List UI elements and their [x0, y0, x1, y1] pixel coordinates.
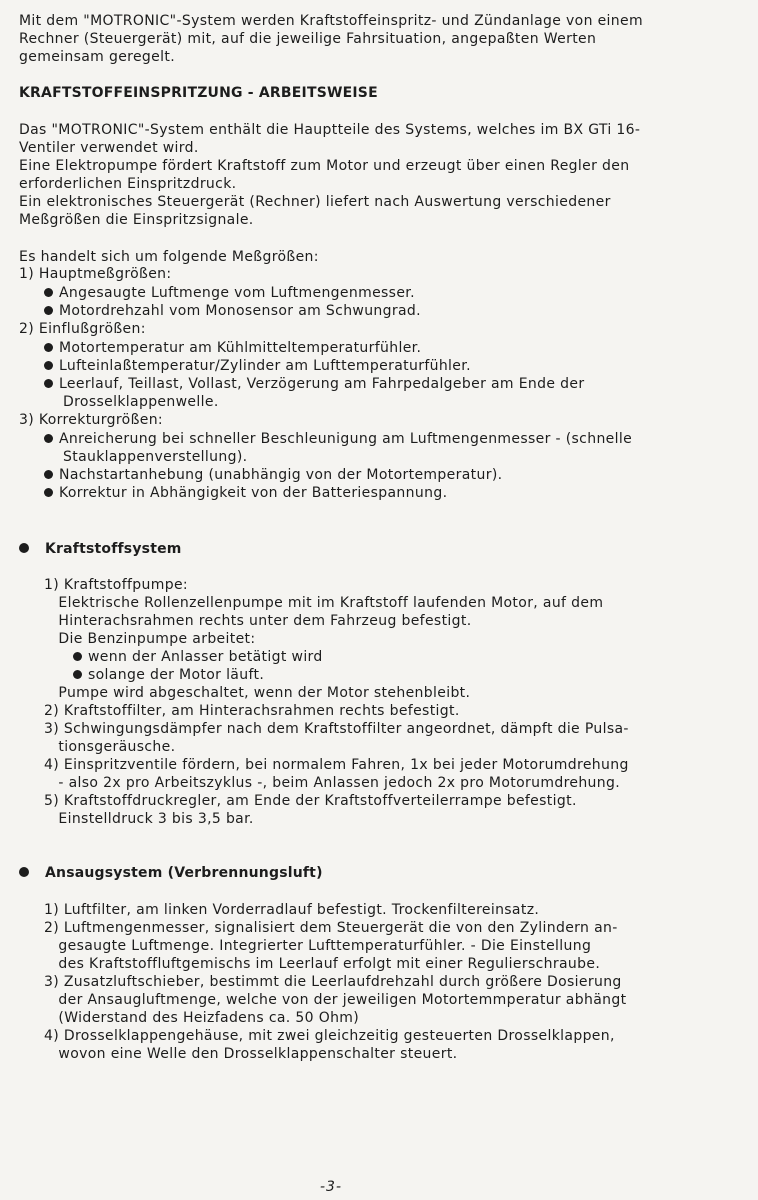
list-item-continuation: Drosselklappenwelle. [63, 394, 219, 410]
air-line: der Ansaugluftmenge, welche von der jeweiligen Motortemmperatur abhängt [44, 992, 627, 1008]
list-item: Lufteinlaßtemperatur/Zylinder am Lufttemperaturfühler. [44, 357, 471, 375]
fuel-line: 5) Kraftstoffdruckregler, am Ende der Kraftstoffverteilerrampe befestigt. [44, 793, 577, 809]
bullet-icon [19, 867, 29, 877]
bullet-icon [44, 488, 53, 497]
paragraph-line: Meßgrößen die Einspritzsignale. [19, 212, 254, 228]
list-item-continuation: Stauklappenverstellung). [63, 449, 248, 465]
intro-line: Rechner (Steuergerät) mit, auf die jeweilige Fahrsituation, angepaßten Werten [19, 31, 597, 47]
section-heading-air: Ansaugsystem (Verbrennungsluft) [19, 864, 323, 882]
bullet-icon [44, 288, 53, 297]
paragraph-line: Eine Elektropumpe fördert Kraftstoff zum Motor und erzeugt über einen Regler den [19, 158, 630, 174]
bullet-icon [73, 670, 82, 679]
bullet-icon [19, 543, 29, 553]
list-item: Leerlauf, Teillast, Vollast, Verzögerung am Fahrpedalgeber am Ende der [44, 375, 584, 393]
air-line: wovon eine Welle den Drosselklappenschalter steuert. [44, 1046, 458, 1062]
group-title: 2) Einflußgrößen: [19, 321, 146, 337]
list-item: Korrektur in Abhängigkeit von der Batteriespannung. [44, 484, 447, 502]
section-heading-fuel: Kraftstoffsystem [19, 540, 182, 558]
air-line: 3) Zusatzluftschieber, bestimmt die Leerlaufdrehzahl durch größere Dosierung [44, 974, 622, 990]
bullet-icon [44, 434, 53, 443]
bullet-icon [73, 652, 82, 661]
air-line: 1) Luftfilter, am linken Vorderradlauf befestigt. Trockenfiltereinsatz. [44, 902, 540, 918]
list-intro: Es handelt sich um folgende Meßgrößen: [19, 249, 319, 265]
bullet-icon [44, 361, 53, 370]
fuel-line: 4) Einspritzventile fördern, bei normalem Fahren, 1x bei jeder Motorumdrehung [44, 757, 629, 773]
air-line: (Widerstand des Heizfadens ca. 50 Ohm) [44, 1010, 360, 1026]
list-item: Nachstartanhebung (unabhängig von der Motortemperatur). [44, 466, 502, 484]
group-title: 1) Hauptmeßgrößen: [19, 266, 172, 282]
intro-line: Mit dem "MOTRONIC"-System werden Kraftstoffeinspritz- und Zündanlage von einem [19, 13, 643, 29]
paragraph-line: Das "MOTRONIC"-System enthält die Hauptteile des Systems, welches im BX GTi 16- [19, 122, 641, 138]
paragraph-line: erforderlichen Einspritzdruck. [19, 176, 237, 192]
air-line: 2) Luftmengenmesser, signalisiert dem Steuergerät die von den Zylindern an- [44, 920, 618, 936]
bullet-icon [44, 379, 53, 388]
air-line: des Kraftstoffluftgemischs im Leerlauf erfolgt mit einer Regulierschraube. [44, 956, 601, 972]
bullet-icon [44, 306, 53, 315]
list-item: Motortemperatur am Kühlmitteltemperaturfühler. [44, 339, 421, 357]
fuel-line: Einstelldruck 3 bis 3,5 bar. [44, 811, 254, 827]
intro-line: gemeinsam geregelt. [19, 49, 176, 65]
paragraph-line: Ein elektronisches Steuergerät (Rechner) liefert nach Auswertung verschiedener [19, 194, 611, 210]
fuel-line: 1) Kraftstoffpumpe: [44, 577, 188, 593]
paragraph-line: Ventiler verwendet wird. [19, 140, 199, 156]
fuel-line: Die Benzinpumpe arbeitet: [44, 631, 256, 647]
fuel-line: Elektrische Rollenzellenpumpe mit im Kraftstoff laufenden Motor, auf dem [44, 595, 604, 611]
fuel-line: tionsgeräusche. [44, 739, 176, 755]
fuel-line: Hinterachsrahmen rechts unter dem Fahrzeug befestigt. [44, 613, 472, 629]
page-number: -3- [320, 1179, 343, 1195]
air-line: 4) Drosselklappengehäuse, mit zwei gleichzeitig gesteuerten Drosselklappen, [44, 1028, 615, 1044]
bullet-icon [44, 343, 53, 352]
section-heading: KRAFTSTOFFEINSPRITZUNG - ARBEITSWEISE [19, 85, 378, 101]
list-item: Angesaugte Luftmenge vom Luftmengenmesser. [44, 284, 415, 302]
bullet-icon [44, 470, 53, 479]
fuel-line: 3) Schwingungsdämpfer nach dem Kraftstoffilter angeordnet, dämpft die Pulsa- [44, 721, 629, 737]
group-title: 3) Korrekturgrößen: [19, 412, 163, 428]
list-item: Motordrehzahl vom Monosensor am Schwungrad. [44, 302, 421, 320]
fuel-bullet-line: wenn der Anlasser betätigt wird [73, 648, 323, 666]
fuel-line: - also 2x pro Arbeitszyklus -, beim Anlassen jedoch 2x pro Motorumdrehung. [44, 775, 621, 791]
fuel-bullet-line: solange der Motor läuft. [73, 666, 264, 684]
fuel-line: Pumpe wird abgeschaltet, wenn der Motor stehenbleibt. [44, 685, 471, 701]
list-item: Anreicherung bei schneller Beschleunigung am Luftmengenmesser - (schnelle [44, 430, 632, 448]
air-line: gesaugte Luftmenge. Integrierter Lufttemperaturfühler. - Die Einstellung [44, 938, 592, 954]
fuel-line: 2) Kraftstoffilter, am Hinterachsrahmen rechts befestigt. [44, 703, 460, 719]
